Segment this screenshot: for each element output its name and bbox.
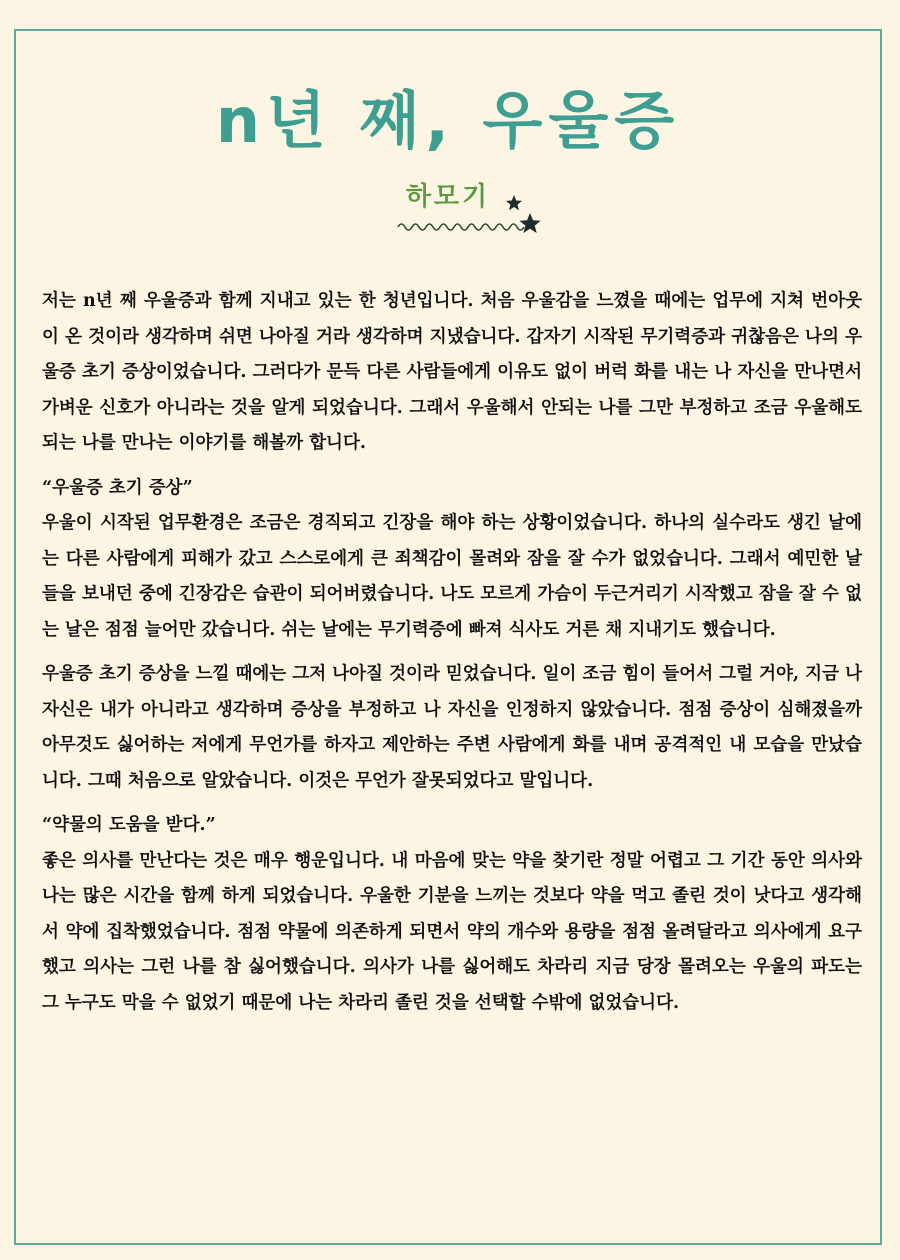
author-name: 하모기	[405, 182, 491, 212]
paragraph: 우울이 시작된 업무환경은 조금은 경직되고 긴장을 해야 하는 상황이었습니다. 하나의 실수라도 생긴 날에는 다른 사람에게 피해가 갔고 스스로에게 큰 죄책감이 몰려와 잠을 잘 수가 없었습니다. 그래서 예민한 날들을 보내던 중에 긴장감은 습관이 되어버렸습니다. 나도 모르게 가슴이 두근거리기 시작했고 잠을 잘 수 없는 날은 점점 늘어만 갔습니다. 쉬는 날에는 무기력증에 빠져 식사도 거른 채 지내기도 했습니다.	[42, 513, 862, 640]
paragraph: 우울증 초기 증상을 느낄 때에는 그저 나아질 것이라 믿었습니다. 일이 조금 힘이 들어서 그럴 거야, 지금 나 자신은 내가 아니라고 생각하며 증상을 부정하고 나 자신을 인정하지 않았습니다. 점점 증상이 심해졌을까 아무것도 싫어하는 저에게 무언가를 하자고 제안하는 주변 사람에게 화를 내며 공격적인 내 모습을 만났습니다. 그때 처음으로 알았습니다. 이것은 무언가 잘못되었다고 말입니다.	[42, 664, 862, 791]
section-heading: “우울증 초기 증상”	[42, 477, 193, 498]
paragraph-intro: 저는 n년 째 우울증과 함께 지내고 있는 한 청년입니다. 처음 우울감을 느꼈을 때에는 업무에 지쳐 번아웃이 온 것이라 생각하며 쉬면 나아질 거라 생각하며 지냈습니다. 갑자기 시작된 무기력증과 귀찮음은 나의 우울증 초기 증상이었습니다. 그러다가 문득 다른 사람들에게 이유도 없이 버럭 화를 내는 나 자신을 만나면서 가벼운 신호가 아니라는 것을 알게 되었습니다. 그래서 우울해서 안되는 나를 그만 부정하고 조금 우울해도 되는 나를 만나는 이야기를 해볼까 합니다.	[42, 291, 862, 453]
body-text	[42, 284, 862, 1030]
section-heading: “약물의 도움을 받다.”	[42, 815, 216, 835]
document-page	[14, 29, 882, 1245]
star-icon	[503, 193, 543, 253]
paragraph: 좋은 의사를 만난다는 것은 매우 행운입니다. 내 마음에 맞는 약을 찾기란 정말 어렵고 그 기간 동안 의사와 나는 많은 시간을 함께 하게 되었습니다. 우울한 기분을 느끼는 것보다 약을 먹고 졸린 것이 낫다고 생각해서 약에 집착했었습니다. 점점 약물에 의존하게 되면서 약의 개수와 용량을 점점 올려달라고 의사에게 요구했고 의사는 그런 나를 참 싫어했습니다. 의사가 나를 싫어해도 차라리 지금 당장 몰려오는 우울의 파도는 그 누구도 막을 수 없었기 때문에 나는 차라리 졸린 것을 선택할 수밖에 없었습니다.	[42, 850, 862, 1013]
document-title: n년 째, 우울증	[215, 84, 681, 157]
